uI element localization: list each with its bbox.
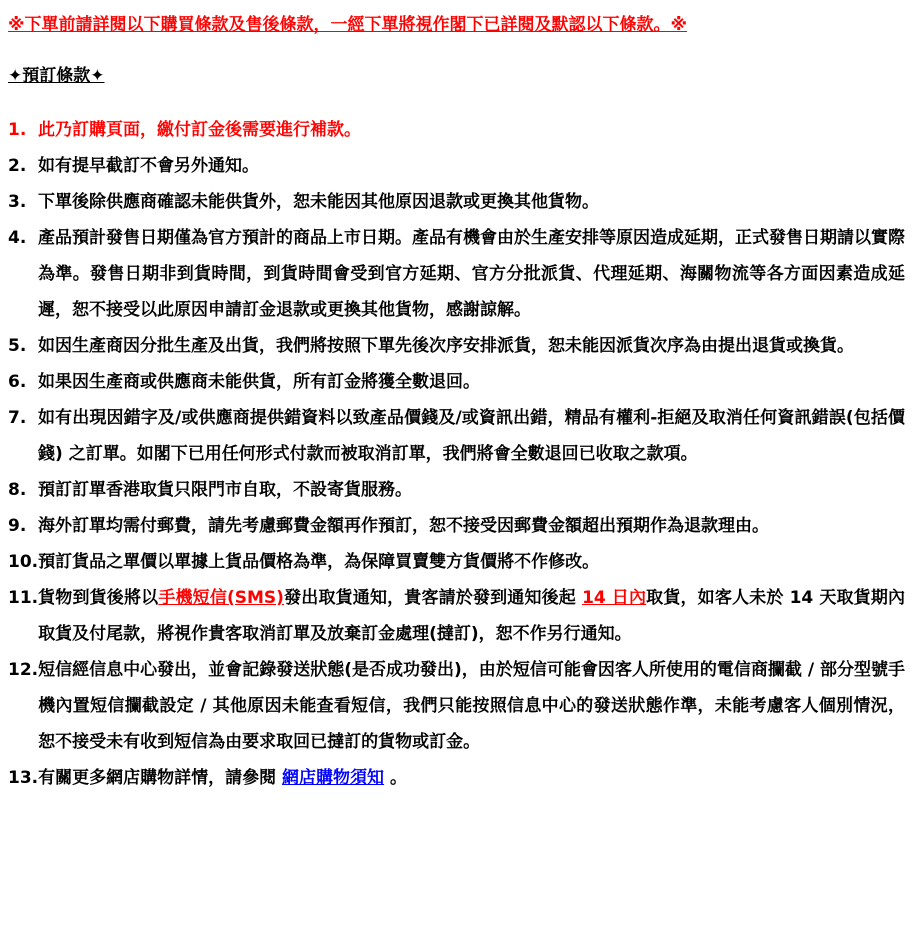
term-text <box>38 544 905 580</box>
term-text <box>38 364 905 400</box>
term-text <box>38 400 905 472</box>
term-segment: 下單後除供應商確認未能供貨外，恕未能因其他原因退款或更換其他貨物。 <box>38 192 599 212</box>
term-item <box>8 472 905 508</box>
term-number: 2. <box>8 156 27 176</box>
term-item <box>8 580 905 652</box>
term-segment: 短信經信息中心發出，並會記錄發送狀態(是否成功發出)，由於短信可能會因客人所使用的電信商攔截 / 部分型號手機內置短信攔截設定 / 其他原因未能查看短信，我們只能按照信息中心的發送狀態作準，未能考慮客人個別情況，恕不接受未有收到短信為由要求取回已撻訂的貨物或訂金。 <box>38 660 905 752</box>
term-number: 7. <box>8 408 27 428</box>
term-number: 4. <box>8 228 27 248</box>
term-number: 9. <box>8 516 27 536</box>
term-item <box>8 328 905 364</box>
term-segment: 取貨，如客人未於 14 天取貨期內取貨及付尾款，將視作貴客取消訂單及放棄訂金處理(撻訂)，恕不作另行通知。 <box>38 588 906 644</box>
term-text <box>38 184 905 220</box>
term-number: 6. <box>8 372 27 392</box>
term-segment: 如因生產商因分批生產及出貨，我們將按照下單先後次序安排派貨，恕未能因派貨次序為由提出退貨或換貨。 <box>38 336 854 356</box>
term-item <box>8 400 905 472</box>
term-item <box>8 184 905 220</box>
term-text <box>38 148 905 184</box>
store-shopping-notice-link[interactable]: 網店購物須知 <box>282 768 385 788</box>
term-text <box>38 472 905 508</box>
term-segment: 發出取貨通知，貴客請於發到通知後起 <box>283 588 583 608</box>
term-text <box>38 508 905 544</box>
term-segment: 產品預計發售日期僅為官方預計的商品上市日期。產品有機會由於生產安排等原因造成延期，正式發售日期請以實際為準。發售日期非到貨時間，到貨時間會受到官方延期、官方分批派貨、代理延期、海關物流等各方面因素造成延遲，恕不接受以此原因申請訂金退款或更換其他貨物，感謝諒解。 <box>38 228 905 320</box>
term-item <box>8 544 905 580</box>
highlighted-text: 手機短信(SMS) <box>158 588 284 608</box>
term-text <box>38 580 905 652</box>
terms-list <box>8 112 905 796</box>
term-number: 3. <box>8 192 27 212</box>
term-number: 5. <box>8 336 27 356</box>
term-text <box>38 112 905 148</box>
term-segment: 海外訂單均需付郵費，請先考慮郵費金額再作預訂，恕不接受因郵費金額超出預期作為退款理由。 <box>38 516 769 536</box>
term-text <box>38 760 905 796</box>
term-number: 12. <box>8 660 39 680</box>
term-number: 10. <box>8 552 39 572</box>
term-segment: 有關更多網店購物詳情，請參閱 <box>38 768 283 788</box>
term-item <box>8 220 905 328</box>
term-item <box>8 148 905 184</box>
term-number: 11. <box>8 588 39 608</box>
term-segment: 如果因生產商或供應商未能供貨，所有訂金將獲全數退回。 <box>38 372 480 392</box>
term-segment: 如有出現因錯字及/或供應商提供錯資料以致產品價錢及/或資訊出錯，精品有權利-拒絕及取消任何資訊錯誤(包括價錢) 之訂單。如閣下已用任何形式付款而被取消訂單，我們將會全數退回已收取之款項。 <box>38 408 905 464</box>
term-item <box>8 652 905 760</box>
term-item <box>8 364 905 400</box>
term-segment: 預訂訂單香港取貨只限門市自取，不設寄貨服務。 <box>38 480 412 500</box>
term-text <box>38 220 905 328</box>
term-segment: 。 <box>384 768 407 788</box>
term-text <box>38 328 905 364</box>
term-segment: 如有提早截訂不會另外通知。 <box>38 156 259 176</box>
term-number: 8. <box>8 480 27 500</box>
purchase-notice-header: ※下單前請詳閱以下購買條款及售後條款，一經下單將視作閣下已詳閱及默認以下條款。※ <box>8 15 688 35</box>
term-segment: 貨物到貨後將以 <box>38 588 159 608</box>
term-item <box>8 760 905 796</box>
term-number: 1. <box>8 120 27 140</box>
term-segment: 預訂貨品之單價以單據上貨品價格為準，為保障買賣雙方貨價將不作修改。 <box>38 552 600 572</box>
preorder-terms-section-title: ✦預訂條款✦ <box>8 66 105 86</box>
term-item <box>8 112 905 148</box>
highlighted-text: 14 日內 <box>582 588 647 608</box>
term-item <box>8 508 905 544</box>
term-segment: 此乃訂購頁面，繳付訂金後需要進行補款。 <box>38 120 361 140</box>
term-number: 13. <box>8 768 39 788</box>
term-text <box>38 652 905 760</box>
